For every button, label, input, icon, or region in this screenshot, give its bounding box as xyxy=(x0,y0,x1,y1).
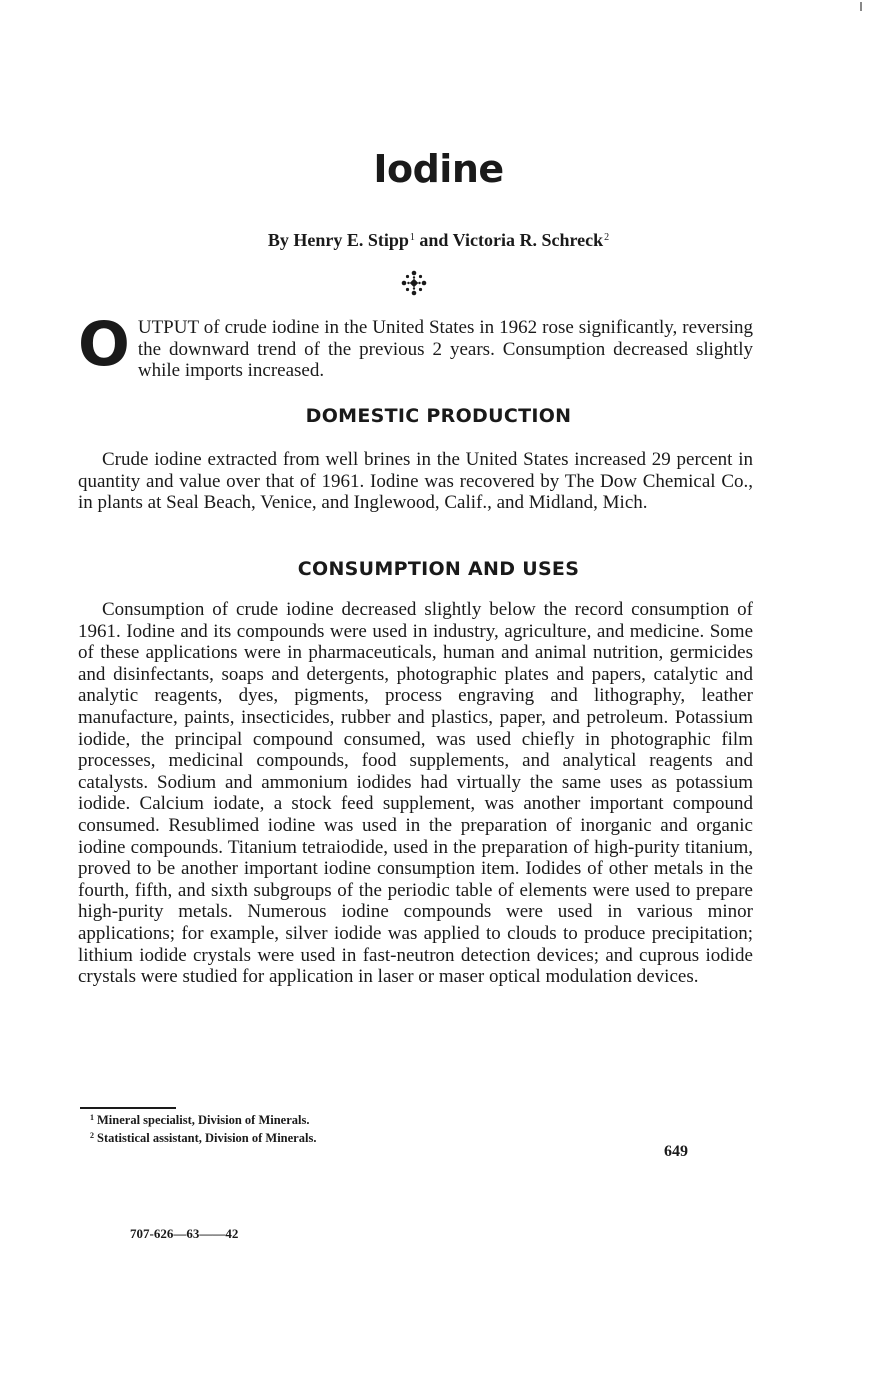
footnote-ref: 1 xyxy=(90,1113,94,1122)
footnote-text: Mineral specialist, Division of Minerals. xyxy=(97,1113,310,1127)
printer-code: 707-626—63——42 xyxy=(130,1226,239,1241)
intro-text: UTPUT of crude iodine in the United States in 1962 rose significantly, reversing the downward trend of the previous 2 years. Consumption decreased slightly while imports increased. xyxy=(137,317,753,382)
author-2: Victoria R. Schreck xyxy=(452,230,604,250)
drop-cap: O xyxy=(78,309,130,380)
byline-conjunction: and xyxy=(419,230,449,250)
author-1-footnote-ref: 1 xyxy=(409,232,415,243)
page-title: Iodine xyxy=(373,147,504,191)
scan-mark xyxy=(860,2,862,11)
author-2-footnote-ref: 2 xyxy=(604,232,610,243)
page-number: 649 xyxy=(664,1143,688,1160)
footnote xyxy=(90,1128,316,1146)
section-paragraph-consumption-and-uses: Consumption of crude iodine decreased slightly below the record consumption of 1961. Iodine and its compounds were used in industry, agriculture, and medicine. Some of these applications were in pharmaceuticals, human and animal nutrition, germicides and disinfectants, soaps and detergents, photographic plates and papers, catalytic and analytic reagents, dyes, pigments, process engraving and lithography, leather manufacture, paints, insecticides, rubber and plastics, paper, and petroleum. Potassium iodide, the principal compound consumed, was used chiefly in photographic film processes, medicinal compounds, food supplements, and analytical reagents and catalysts. Sodium and ammonium iodides had virtually the same uses as potassium iodide. Calcium iodate, a stock feed supplement, was another important compound consumed. Resublimed iodine was used in the preparation of inorganic and organic iodine compounds. Titanium tetraiodide, used in the preparation of high-purity titanium, proved to be another important iodine consumption item. Iodides of other metals in the fourth, fifth, and sixth subgroups of the periodic table of elements were used to prepare high-purity metals. Numerous iodine compounds were used in various minor applications; for example, silver iodide was applied to clouds to produce precipitation; lithium iodide crystals were used in fast-neutron detection devices; and cuprous iodide crystals were studied for application in laser or maser optical modulation devices. xyxy=(78,599,753,988)
section-heading-consumption-and-uses: CONSUMPTION AND USES xyxy=(297,558,580,580)
intro-paragraph xyxy=(78,309,753,382)
author-1: Henry E. Stipp xyxy=(293,230,409,250)
byline-prefix: By xyxy=(267,230,289,250)
section-paragraph-domestic-production: Crude iodine extracted from well brines in the United States increased 29 percent in quantity and value over that of 1961. Iodine was recovered by The Dow Chemical Co., in plants at Seal Beach, Venice, and Inglewood, Calif., and Midland, Mich. xyxy=(78,449,753,514)
footnote-divider xyxy=(80,1107,176,1109)
footnote xyxy=(90,1110,316,1128)
footnote-text: Statistical assistant, Division of Minerals. xyxy=(97,1131,317,1145)
footnote-ref: 2 xyxy=(90,1131,94,1140)
byline xyxy=(0,230,877,251)
section-heading-domestic-production: DOMESTIC PRODUCTION xyxy=(305,405,572,427)
footnotes xyxy=(90,1110,316,1146)
fleuron-diamond-icon xyxy=(401,270,427,296)
